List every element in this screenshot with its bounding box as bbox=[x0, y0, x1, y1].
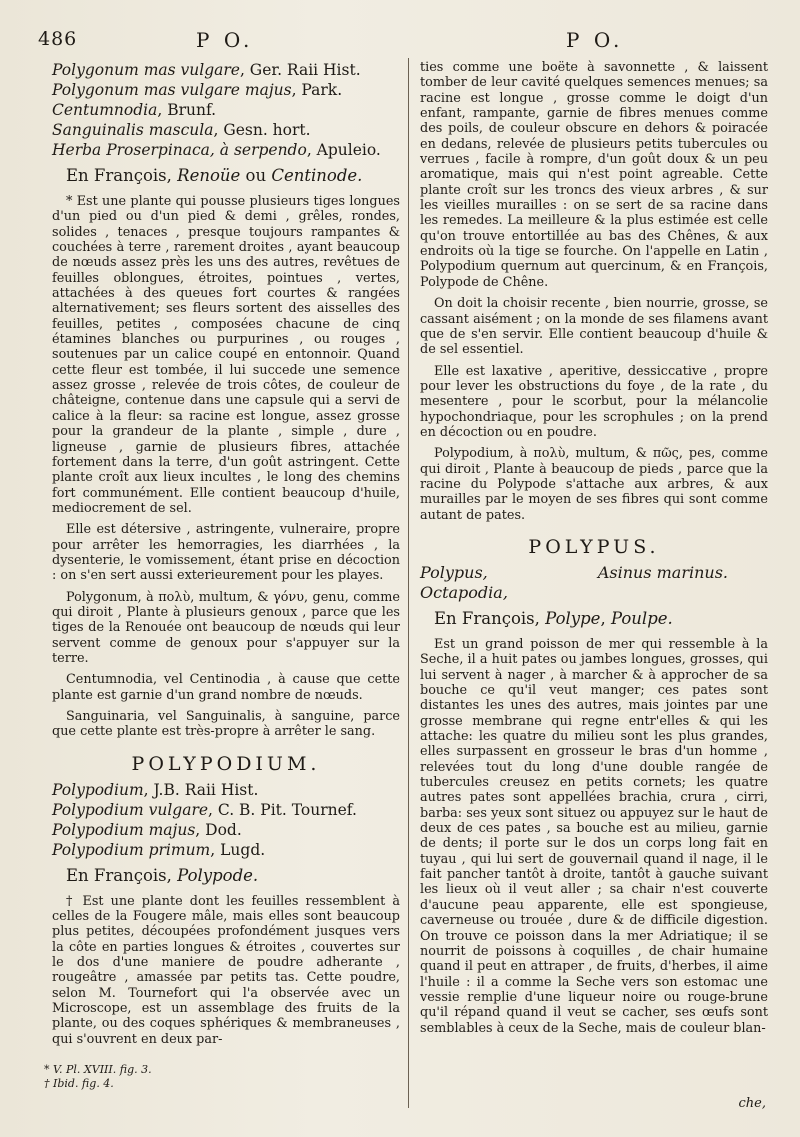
body-paragraph: Sanguinaria, vel Sanguinalis, à sanguine, parce que cette plante est très-propre à arrêter le sang. bbox=[52, 709, 400, 740]
synonym-entry: Polygonum mas vulgare, Ger. Raii Hist. bbox=[52, 61, 361, 79]
footnotes bbox=[44, 1063, 152, 1091]
synonym-entry: Polypodium primum, Lugd. bbox=[52, 840, 266, 859]
synonym-entry: Polypodium vulgare, C. B. Pit. Tournef. bbox=[52, 800, 357, 819]
synonym-entry: Polypus, bbox=[420, 562, 488, 582]
section-title: POLYPUS. bbox=[528, 535, 660, 558]
synonym-entry: Polypodium majus, Dod. bbox=[52, 820, 242, 839]
left-column bbox=[52, 60, 400, 1053]
french-name-line: En François, Renoüe ou Centinode. bbox=[66, 166, 363, 185]
body-paragraph: Est un grand poisson de mer qui ressemble à la Seche, il a huit pates ou jambes longues, grosses, qui lui servent à nager , à marcher & à approcher de sa bouche ce qu'il veut manger; ces pates sont distantes les unes des autres, mais jointes par une grosse membrane qui regne entr'elles & qui les attache: les quatre du milieu sont les plus grandes, elles surpassent en grosseur le bras d'un homme , relevées tout du long d'une double rangée de tubercules creusez en petits cornets; les quatre autres pates sont appellées brachia, crura , cirri, barba: ses yeux sont situez ou appuyez sur le haut de deux de ces pates , sa bouche est au milieu, garnie de dents; il porte sur le dos un corps long fait en tuyau , qui lui sert de gouvernail quand il nage, il le fait pancher tantôt à droite, tantôt à gauche suivant les lieux où il veut aller ; sa chair n'est couverte d'aucune peau apparente, elle est spongieuse, caverneuse ou trouée , dure & de difficile digestion. On trouve ce poisson dans la mer Adriatique; il se nourrit de poissons à coquilles , de chair humaine quand il peut en attraper , de fruits, d'herbes, il aime l'huile : il a comme la Seche vers son estomac une vessie remplie d'une liqueur noire ou rouge-brune qu'il répand quand il veut se cacher, ses œufs sont semblables à ceux de la Seche, mais de couleur blan- bbox=[420, 636, 768, 1036]
synonym-row bbox=[420, 583, 768, 603]
synonym-entry: Centumnodia, Brunf. bbox=[52, 101, 217, 119]
running-head-left: P O. bbox=[196, 28, 254, 52]
body-paragraph: Polypodium, à πολὺ, multum, & πῶς, pes, comme qui diroit , Plante à beaucoup de pieds , parce que la racine du Polypode s'attache aux arbres, & aux murailles par le moyen de ses fibres qui sont comme autant de pates. bbox=[420, 446, 768, 523]
footnote: * V. Pl. XVIII. fig. 3. bbox=[44, 1063, 152, 1076]
catchword: che, bbox=[738, 1096, 766, 1111]
synonym-entry: Asinus marinus. bbox=[597, 562, 728, 582]
body-paragraph: Polygonum, à πολὺ, multum, & γόνυ, genu, comme qui diroit , Plante à plusieurs genoux , parce que les tiges de la Renouée ont beaucoup de nœuds qui leur servent comme de genoux pour s'appuyer sur la terre. bbox=[52, 589, 400, 666]
body-paragraph: Elle est laxative , aperitive, dessiccative , propre pour lever les obstructions du foye , de la rate , du mesentere , pour le scorbut, pour la mélancolie hypochondriaque, pour les scrophules ; on la prend en décoction ou en poudre. bbox=[420, 363, 768, 440]
right-column bbox=[420, 60, 768, 1042]
body-paragraph: * Est une plante qui pousse plusieurs tiges longues d'un pied ou d'un pied & demi , grêles, rondes, solides , tenaces , presque toujours rampantes & couchées à terre , rarement droites , ayant beaucoup de nœuds assez près les uns des autres, revêtues de feuilles oblongues, étroites, pointues , vertes, attachées à des queues fort courtes & rangées alternativement; ses fleurs sortent des aisselles des feuilles, petites , composées chacune de cinq étamines blanches ou purpurines , ou rouges , soutenues par un calice coupé en entonnoir. Quand cette fleur est tombée, il lui succede une semence assez grosse , relevée de trois côtes, de couleur de châteigne, contenue dans une capsule qui a servi de calice à la fleur: sa racine est longue, assez grosse pour la grandeur de la plante , simple , dure , ligneuse , garnie de plusieurs fibres, attachée fortement dans la terre, d'un goût astringent. Cette plante croît aux lieux incultes , le long des chemins fort communément. Elle contient beaucoup d'huile, mediocrement de sel. bbox=[52, 194, 400, 516]
running-head-right: P O. bbox=[566, 28, 624, 52]
body-paragraph: Elle est détersive , astringente, vulneraire, propre pour arrêter les hemorragies, les diarrhées , la dysenterie, le vomissement, étant prise en décoction : on s'en sert aussi exterieurement pour les playes. bbox=[52, 522, 400, 584]
page-number: 486 bbox=[38, 28, 78, 50]
section-title: POLYPODIUM. bbox=[131, 752, 321, 775]
synonym-entry: Sanguinalis mascula, Gesn. hort. bbox=[52, 121, 311, 139]
synonym-entry: Herba Proserpinaca, à serpendo, Apuleio. bbox=[52, 141, 381, 159]
french-name-line: En François, Polypode. bbox=[66, 865, 259, 885]
body-paragraph: Centumnodia, vel Centinodia , à cause que cette plante est garnie d'un grand nombre de nœuds. bbox=[52, 672, 400, 703]
column-divider bbox=[408, 58, 409, 1108]
body-paragraph: ties comme une boëte à savonnette , & laissent tomber de leur cavité quelques semences menues; sa racine est longue , grosse comme le doigt d'un enfant, rampante, garnie de fibres menues comme des poils, de couleur obscure en dehors & poiracée en dedans, relevée de plusieurs petits tubercules ou verrues , facile à rompre, d'un goût doux & un peu aromatique, mais qui n'est point agreable. Cette plante croît sur les troncs des vieux arbres , & sur les vieilles murailles : on se sert de sa racine dans les remedes. La meilleure & la plus estimée est celle qu'on trouve entortillée au bas des Chênes, & aux endroits où la tige se fourche. On l'appelle en Latin , Polypodium quernum aut quercinum, & en François, Polypode de Chêne. bbox=[420, 60, 768, 290]
synonym-entry: Octapodia, bbox=[420, 582, 508, 602]
body-paragraph: † Est une plante dont les feuilles ressemblent à celles de la Fougere mâle, mais elles sont beaucoup plus petites, découpées profondément jusques vers la côte en parties longues & étroites , couvertes sur le dos d'une maniere de poudre adherante , rougeâtre , amassée par petits tas. Cette poudre, selon M. Tournefort qui l'a observée avec un Microscope, est un assemblage des fruits de la plante, ou des coques sphériques & membraneuses , qui s'ouvrent en deux par- bbox=[52, 893, 400, 1047]
synonym-list bbox=[52, 60, 400, 160]
synonym-list bbox=[52, 780, 400, 860]
synonym-entry: Polypodium, J.B. Raii Hist. bbox=[52, 780, 259, 799]
french-name-line: En François, Polype, Poulpe. bbox=[434, 608, 673, 628]
synonym-entry: Polygonum mas vulgare majus, Park. bbox=[52, 81, 343, 99]
synonym-row bbox=[420, 563, 768, 583]
page-header bbox=[0, 26, 800, 56]
footnote: † Ibid. fig. 4. bbox=[44, 1077, 114, 1090]
body-paragraph: On doit la choisir recente , bien nourrie, grosse, se cassant aisément ; on la monde de ses filamens avant que de s'en servir. Elle contient beaucoup d'huile & de sel essentiel. bbox=[420, 296, 768, 358]
